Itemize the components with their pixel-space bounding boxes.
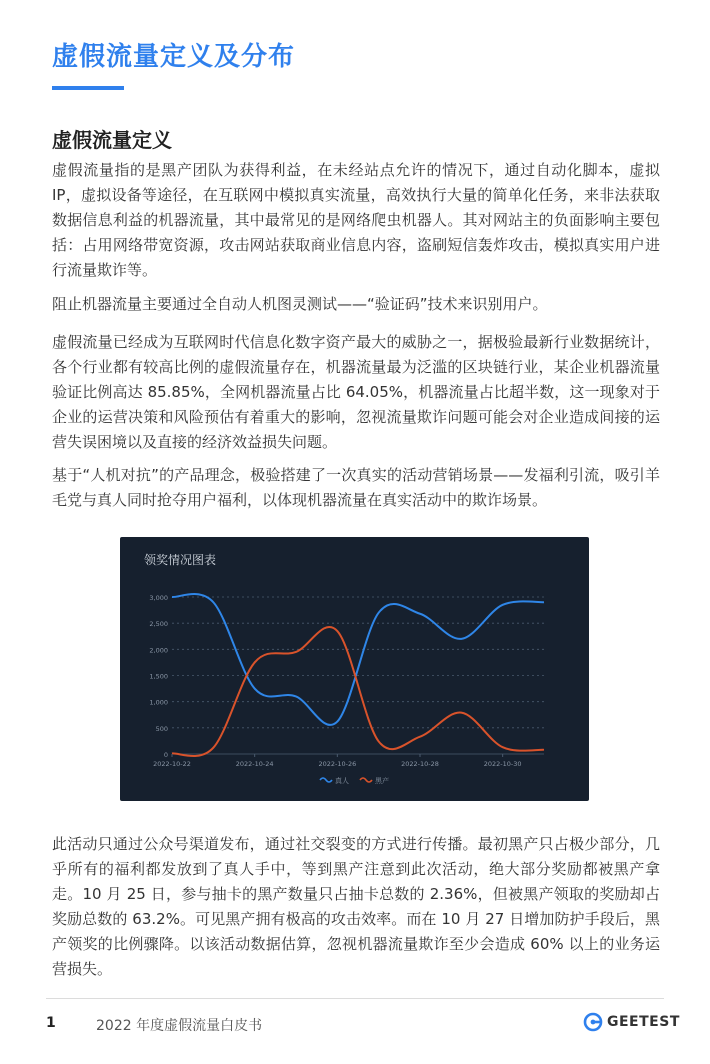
x-tick-label: 2022-10-28 bbox=[401, 760, 439, 768]
brand-name: GEETEST bbox=[607, 1014, 680, 1030]
paragraph-scenario: 基于“人机对抗”的产品理念，极验搭建了一次真实的活动营销场景——发福利引流，吸引羊毛党与真人同时抢夺用户福利，以体现机器流量在真实活动中的欺诈场景。 bbox=[52, 466, 660, 509]
footer-divider bbox=[46, 998, 664, 999]
y-tick-label: 1,500 bbox=[149, 672, 168, 681]
brand-logo bbox=[583, 1010, 680, 1034]
footer-title: 2022 年度虚假流量白皮书 bbox=[96, 1018, 263, 1034]
paragraph-definition: 虚假流量指的是黑产团队为获得利益，在未经站点允许的情况下，通过自动化脚本，虚拟IP，虚拟设备等途径，在互联网中模拟真实流量，高效执行大量的简单化任务，来非法获取数据信息利益的机器流量，其中最常见的是网络爬虫机器人。其对网站主的负面影响主要包括：占用网络带宽资源，攻击网站获取商业信息内容，盗刷短信轰炸攻击，模拟真实用户进行流量欺诈等。 bbox=[52, 161, 660, 279]
x-tick-label: 2022-10-30 bbox=[483, 760, 522, 768]
paragraph-threat: 虚假流量已经成为互联网时代信息化数字资产最大的威胁之一，据极验最新行业数据统计，各个行业都有较高比例的虚假流量存在，机器流量最为泛滥的区块链行业，某企业机器流量验证比例高达 85.85%，全网机器流量占比 64.05%，机器流量占比超半数，这一现象对于企业的运营决策和风险预估有着重大的影响，忽视流量欺诈问题可能会对企业造成间接的运营失误困境以及直接的经济效益损失问题。 bbox=[52, 333, 660, 451]
y-tick-label: 0 bbox=[163, 751, 168, 759]
page-number: 1 bbox=[46, 1015, 56, 1031]
legend-label: 真人 bbox=[335, 777, 349, 785]
series-line-human bbox=[172, 594, 544, 725]
page-title: 虚假流量定义及分布 bbox=[52, 42, 296, 72]
legend-swatch bbox=[320, 778, 332, 782]
chart-title: 领奖情况图表 bbox=[144, 553, 217, 567]
legend-swatch bbox=[360, 778, 372, 782]
paragraph-captcha: 阻止机器流量主要通过全自动人机图灵测试——“验证码”技术来识别用户。 bbox=[52, 295, 548, 313]
x-tick-label: 2022-10-26 bbox=[318, 760, 357, 768]
y-tick-label: 1,000 bbox=[149, 698, 168, 707]
title-underline bbox=[52, 86, 124, 90]
award-chart-svg bbox=[120, 537, 589, 801]
award-chart bbox=[120, 537, 589, 801]
y-tick-label: 3,000 bbox=[149, 594, 168, 602]
x-tick-label: 2022-10-24 bbox=[235, 760, 274, 768]
series-line-bot bbox=[172, 627, 544, 756]
y-tick-label: 2,500 bbox=[149, 620, 168, 629]
y-tick-label: 500 bbox=[155, 724, 168, 733]
geetest-logo-icon bbox=[583, 1012, 603, 1032]
section-heading: 虚假流量定义 bbox=[52, 128, 172, 152]
y-tick-label: 2,000 bbox=[149, 646, 168, 655]
x-tick-label: 2022-10-22 bbox=[153, 760, 191, 768]
legend-label: 黑产 bbox=[375, 777, 389, 785]
paragraph-activity: 此活动只通过公众号渠道发布，通过社交裂变的方式进行传播。最初黑产只占极少部分，几乎所有的福利都发放到了真人手中，等到黑产注意到此次活动，绝大部分奖励都被黑产拿走。10 月 25 日，参与抽卡的黑产数量只占抽卡总数的 2.36%，但被黑产领取的奖励却占奖励总数的 63.2%。可见黑产拥有极高的攻击效率。而在 10 月 27 日增加防护手段后，黑产领奖的比例骤降。以该活动数据估算，忽视机器流量欺诈至少会造成 60% 以上的业务运营损失。 bbox=[52, 835, 660, 978]
